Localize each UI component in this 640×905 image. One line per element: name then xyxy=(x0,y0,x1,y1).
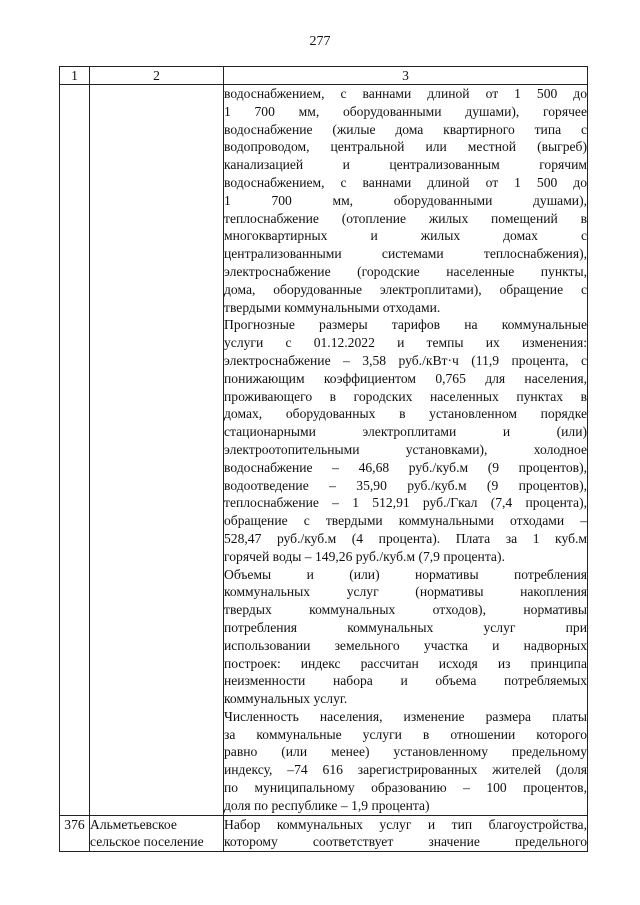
municipality-name-line-1: Альметьевское xyxy=(90,816,177,832)
text-line: централизованными системами теплоснабжения), xyxy=(224,246,587,262)
paragraph-tariffs xyxy=(224,316,587,565)
row-number-cell: 376 xyxy=(60,815,90,852)
text-line: коммунальных услуг. xyxy=(224,691,348,707)
text-line: водоснабжение – 46,68 руб./куб.м (9 процентов), xyxy=(224,459,587,475)
text-line: стационарными электроплитами и (или) xyxy=(224,424,587,440)
text-line: по муниципальному образованию – 100 процентов, xyxy=(224,780,587,796)
text-line: многоквартирных и жилых домах с xyxy=(224,228,587,244)
municipality-name-line-2: сельское поселение xyxy=(90,834,204,850)
text-line: использовании земельного участка и надворных xyxy=(224,637,587,653)
text-line: за коммунальные услуги в отношении которого xyxy=(224,726,587,742)
text-line: Численность населения, изменение размера платы xyxy=(224,708,587,724)
text-line: обращение с твердыми коммунальными отходами – xyxy=(224,513,587,529)
text-line: услуги с 01.12.2022 и темпы их изменения: xyxy=(224,335,587,351)
text-line: теплоснабжение (отопление жилых помещений в xyxy=(224,210,587,226)
text-line: водоотведение – 35,90 руб./куб.м (9 процентов), xyxy=(224,477,587,493)
paragraph-population xyxy=(224,708,587,815)
page-number: 277 xyxy=(309,34,331,49)
text-line: равно (или менее) установленному предельному xyxy=(224,744,587,760)
row-376-text-line-2: которому соответствует значение предельного xyxy=(224,834,587,850)
text-line: построек: индекс рассчитан исходя из принципа xyxy=(224,655,587,671)
text-line: теплоснабжение – 1 512,91 руб./Гкал (7,4 процента), xyxy=(224,495,587,511)
text-line: 1 700 мм, оборудованными душами), xyxy=(224,192,587,208)
text-line: индексу, –74 616 зарегистрированных жителей (доля xyxy=(224,762,587,778)
row-number-cell-empty xyxy=(60,85,90,816)
text-line: водоснабжением, с ваннами длиной от 1 500 до xyxy=(224,86,587,101)
text-line: 528,47 руб./куб.м (4 процента). Плата за 1 куб.м xyxy=(224,530,587,546)
header-col-1: 1 xyxy=(60,67,90,85)
paragraph-utilities-list xyxy=(224,85,587,316)
text-line: 1 700 мм, оборудованными душами), горячее xyxy=(224,103,587,119)
text-line: водопроводом, центральной или местной (выгреб) xyxy=(224,139,587,155)
text-line: коммунальных услуг (нормативы накопления xyxy=(224,584,587,600)
text-line: потребления коммунальных услуг при xyxy=(224,619,587,635)
municipality-cell-empty xyxy=(90,85,224,816)
row-376-text-line-1: Набор коммунальных услуг и тип благоустройства, xyxy=(224,816,587,832)
header-col-2: 2 xyxy=(90,67,224,85)
text-line: дома, оборудованные электроплитами), обращение с xyxy=(224,281,587,297)
municipal-tariff-table xyxy=(59,66,588,852)
text-line: твердыми коммунальными отходами. xyxy=(224,299,441,315)
description-cell xyxy=(224,85,588,816)
text-line: канализацией и централизованным горячим xyxy=(224,157,587,173)
row-376-description-cell xyxy=(224,815,588,852)
text-line: домах, оборудованных в установленном порядке xyxy=(224,406,587,422)
table-header-row xyxy=(60,67,588,85)
paragraph-volumes xyxy=(224,566,587,708)
table-row-continuation xyxy=(60,85,588,816)
text-line: электроснабжение (городские населенные пункты, xyxy=(224,263,587,279)
text-line: доля по республике – 1,9 процента) xyxy=(224,797,430,813)
text-line: электроснабжение – 3,58 руб./кВт·ч (11,9 процента, с xyxy=(224,352,587,368)
text-line: водоснабжение (жилые дома квартирного типа с xyxy=(224,121,587,137)
text-line: проживающего в городских населенных пунктах в xyxy=(224,388,587,404)
text-line: неизменности набора и объема потребляемых xyxy=(224,673,587,689)
text-line: Прогнозные размеры тарифов на коммунальные xyxy=(224,317,587,333)
text-line: водоснабжением, с ваннами длиной от 1 500 до xyxy=(224,174,587,190)
text-line: электроотопительными установками), холодное xyxy=(224,441,587,457)
municipality-name-cell xyxy=(90,815,224,852)
text-line: Объемы и (или) нормативы потребления xyxy=(224,566,587,582)
table-row-376 xyxy=(60,815,588,852)
text-line: горячей воды – 149,26 руб./куб.м (7,9 процента). xyxy=(224,548,505,564)
header-col-3: 3 xyxy=(224,67,588,85)
text-line: понижающим коэффициентом 0,765 для населения, xyxy=(224,370,587,386)
text-line: твердых коммунальных отходов), нормативы xyxy=(224,602,587,618)
